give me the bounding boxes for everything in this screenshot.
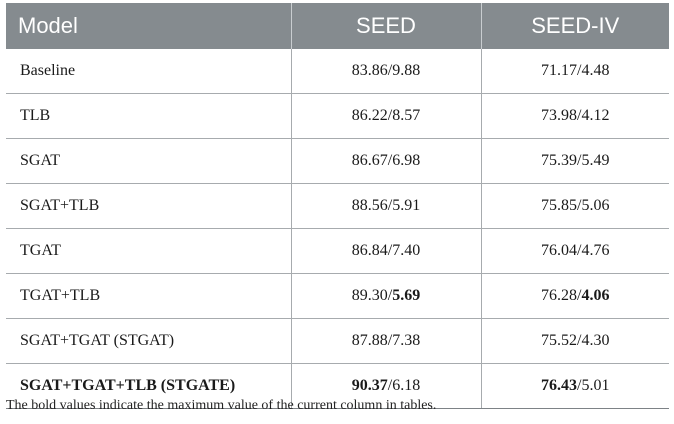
- seed-std: 5.91: [392, 197, 421, 214]
- seed-iv-accuracy: 73.98: [541, 107, 578, 124]
- seed-std: 8.57: [392, 107, 421, 124]
- seed-iv-std: 5.49: [581, 152, 610, 169]
- model-name-cell: SGAT+TLB: [6, 184, 291, 229]
- seed-iv-accuracy-best: 76.43: [541, 377, 578, 394]
- table-row: [6, 319, 669, 364]
- table-header-row: [6, 3, 669, 49]
- value-separator: /: [577, 152, 582, 169]
- seed-accuracy-best: 90.37: [351, 377, 388, 394]
- value-separator: /: [387, 377, 393, 394]
- table-row: [6, 139, 669, 184]
- seed-iv-score-cell: [481, 184, 669, 229]
- results-table: [6, 3, 669, 409]
- table-row: [6, 274, 669, 319]
- value-separator: /: [387, 332, 393, 349]
- seed-iv-std: 4.76: [581, 242, 610, 259]
- seed-std-best: 5.69: [392, 287, 421, 304]
- seed-accuracy: 83.86: [351, 62, 388, 79]
- seed-iv-accuracy: 76.28: [541, 287, 578, 304]
- value-separator: /: [577, 332, 582, 349]
- seed-accuracy: 89.30: [351, 287, 388, 304]
- model-name-cell: TGAT: [6, 229, 291, 274]
- seed-iv-accuracy: 75.39: [541, 152, 578, 169]
- value-separator: /: [387, 197, 393, 214]
- model-name-cell-best: SGAT+TGAT+TLB (STGATE): [6, 364, 291, 409]
- table-row: [6, 229, 669, 274]
- seed-iv-score-cell: [481, 274, 669, 319]
- value-separator: /: [577, 107, 582, 124]
- value-separator: /: [577, 377, 582, 394]
- seed-iv-std: 4.48: [581, 62, 610, 79]
- seed-score-cell: [291, 49, 481, 94]
- seed-iv-std-best: 4.06: [581, 287, 610, 304]
- seed-iv-score-cell: [481, 94, 669, 139]
- column-header-seed: SEED: [291, 3, 481, 49]
- seed-accuracy: 86.84: [351, 242, 388, 259]
- table-row: [6, 184, 669, 229]
- value-separator: /: [387, 152, 393, 169]
- table-row: [6, 49, 669, 94]
- seed-iv-accuracy: 71.17: [541, 62, 578, 79]
- value-separator: /: [387, 107, 393, 124]
- seed-score-cell: [291, 94, 481, 139]
- seed-iv-score-cell: [481, 319, 669, 364]
- seed-iv-accuracy: 75.85: [541, 197, 578, 214]
- table-row: [6, 94, 669, 139]
- value-separator: /: [387, 242, 393, 259]
- model-name-cell: SGAT: [6, 139, 291, 184]
- table-footnote: The bold values indicate the maximum value of the current column in tables.: [6, 398, 437, 413]
- seed-accuracy: 88.56: [351, 197, 388, 214]
- seed-iv-score-cell: [481, 49, 669, 94]
- seed-score-cell: [291, 139, 481, 184]
- seed-score-cell: [291, 274, 481, 319]
- column-header-model: Model: [6, 3, 291, 49]
- seed-std: 9.88: [392, 62, 421, 79]
- seed-iv-std: 5.01: [581, 377, 610, 394]
- seed-std: 6.98: [392, 152, 421, 169]
- value-separator: /: [387, 62, 393, 79]
- model-name-cell: Baseline: [6, 49, 291, 94]
- value-separator: /: [577, 62, 582, 79]
- model-name-cell: TGAT+TLB: [6, 274, 291, 319]
- seed-iv-accuracy: 75.52: [541, 332, 578, 349]
- value-separator: /: [577, 197, 582, 214]
- seed-score-cell: [291, 229, 481, 274]
- value-separator: /: [387, 287, 393, 304]
- model-name-cell: SGAT+TGAT (STGAT): [6, 319, 291, 364]
- seed-iv-score-cell: [481, 229, 669, 274]
- column-header-seed-iv: SEED-IV: [481, 3, 669, 49]
- seed-std: 6.18: [392, 377, 421, 394]
- seed-iv-score-cell: [481, 139, 669, 184]
- seed-score-cell: [291, 184, 481, 229]
- seed-iv-std: 4.12: [581, 107, 610, 124]
- seed-accuracy: 87.88: [351, 332, 388, 349]
- seed-iv-std: 4.30: [581, 332, 610, 349]
- seed-iv-score-cell: [481, 364, 669, 409]
- value-separator: /: [577, 287, 582, 304]
- seed-std: 7.38: [392, 332, 421, 349]
- seed-iv-std: 5.06: [581, 197, 610, 214]
- seed-score-cell: [291, 319, 481, 364]
- seed-iv-accuracy: 76.04: [541, 242, 578, 259]
- value-separator: /: [577, 242, 582, 259]
- seed-accuracy: 86.22: [351, 107, 388, 124]
- model-name-cell: TLB: [6, 94, 291, 139]
- seed-accuracy: 86.67: [351, 152, 388, 169]
- seed-std: 7.40: [392, 242, 421, 259]
